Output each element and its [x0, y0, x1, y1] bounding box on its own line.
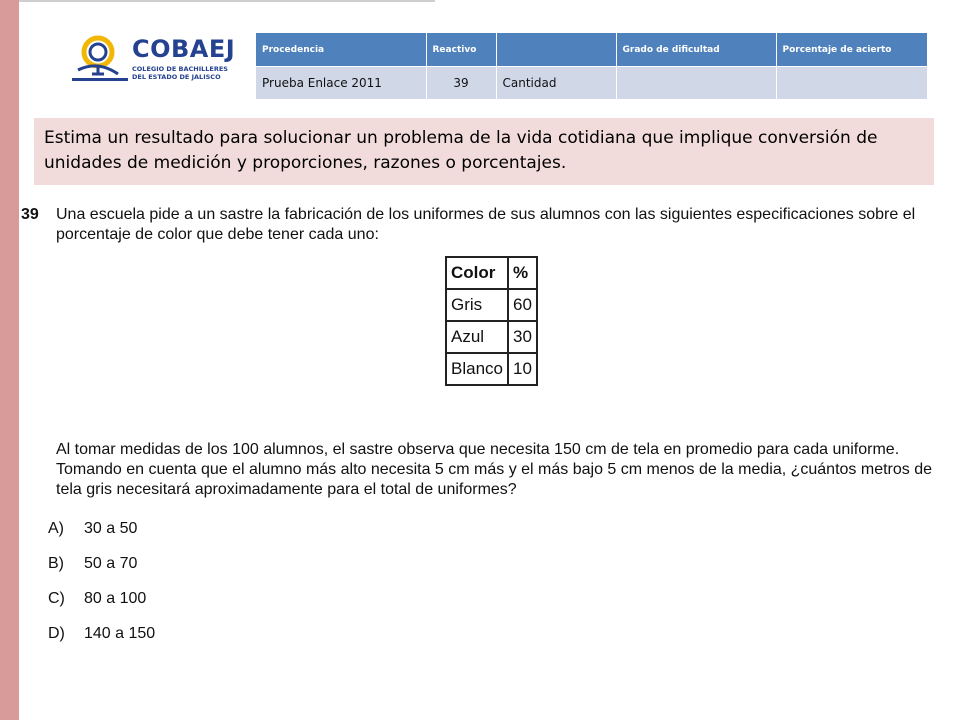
table-cell: Cantidad — [496, 67, 616, 100]
header-cell: Porcentaje de acierto — [776, 33, 927, 67]
table-cell: Azul — [446, 321, 508, 353]
logo-subtitle-line: COLEGIO DE BACHILLERES — [132, 65, 228, 73]
table-header-row — [446, 257, 537, 289]
answer-option-d[interactable] — [48, 625, 155, 643]
question-body: Al tomar medidas de los 100 alumnos, el sastre observa que necesita 150 cm de tela en promedio para cada uniforme. Tomando en cuenta que el alumno más alto necesita 5 cm más y el más bajo 5 cm menos de la media, ¿cuántos metros de tela gris necesitará aproximadamente para el total de uniformes? — [56, 441, 932, 498]
answer-option-a[interactable] — [48, 520, 137, 538]
logo-subtitle — [132, 65, 242, 81]
table-cell: 39 — [426, 67, 496, 100]
table-cell — [776, 67, 927, 100]
cobaej-emblem-icon — [72, 30, 128, 86]
table-row — [446, 289, 537, 321]
option-letter: D) — [48, 625, 65, 642]
logo-name: COBAEJ — [132, 35, 236, 63]
option-letter: A) — [48, 520, 64, 537]
option-text: 80 a 100 — [84, 590, 147, 607]
table-cell: Prueba Enlace 2011 — [256, 67, 426, 100]
logo-subtitle-line: DEL ESTADO DE JALISCO — [132, 73, 221, 81]
header-cell: Reactivo — [426, 33, 496, 67]
header-cell: Grado de dificultad — [616, 33, 776, 67]
option-letter: B) — [48, 555, 64, 572]
left-accent-bar — [0, 0, 19, 720]
answer-option-b[interactable] — [48, 555, 137, 573]
question-intro: Una escuela pide a un sastre la fabricación de los uniformes de sus alumnos con las siguientes especificaciones sobre el porcentaje de color que debe tener cada uno: — [56, 206, 916, 243]
table-cell: Blanco — [446, 353, 508, 385]
learning-objective-banner: Estima un resultado para solucionar un problema de la vida cotidiana que implique conversión de unidades de medición y proporciones, razones o porcentajes. — [34, 118, 934, 185]
option-text: 140 a 150 — [84, 625, 156, 642]
table-row — [446, 353, 537, 385]
answer-option-c[interactable] — [48, 590, 146, 608]
question-number: 39 — [21, 206, 39, 223]
top-divider — [19, 0, 435, 2]
cobaej-logo — [72, 30, 236, 86]
table-cell: Gris — [446, 289, 508, 321]
header-cell: Procedencia — [256, 33, 426, 67]
header-table — [256, 33, 928, 99]
table-cell: 30 — [508, 321, 537, 353]
header-row — [256, 33, 927, 67]
color-percentage-table — [445, 256, 538, 386]
option-text: 30 a 50 — [84, 520, 138, 537]
header-cell — [496, 33, 616, 67]
option-text: 50 a 70 — [84, 555, 138, 572]
table-row — [256, 67, 927, 100]
table-header-cell: Color — [446, 257, 508, 289]
table-header-cell: % — [508, 257, 537, 289]
table-cell: 10 — [508, 353, 537, 385]
option-letter: C) — [48, 590, 65, 607]
table-row — [446, 321, 537, 353]
table-cell — [616, 67, 776, 100]
table-cell: 60 — [508, 289, 537, 321]
